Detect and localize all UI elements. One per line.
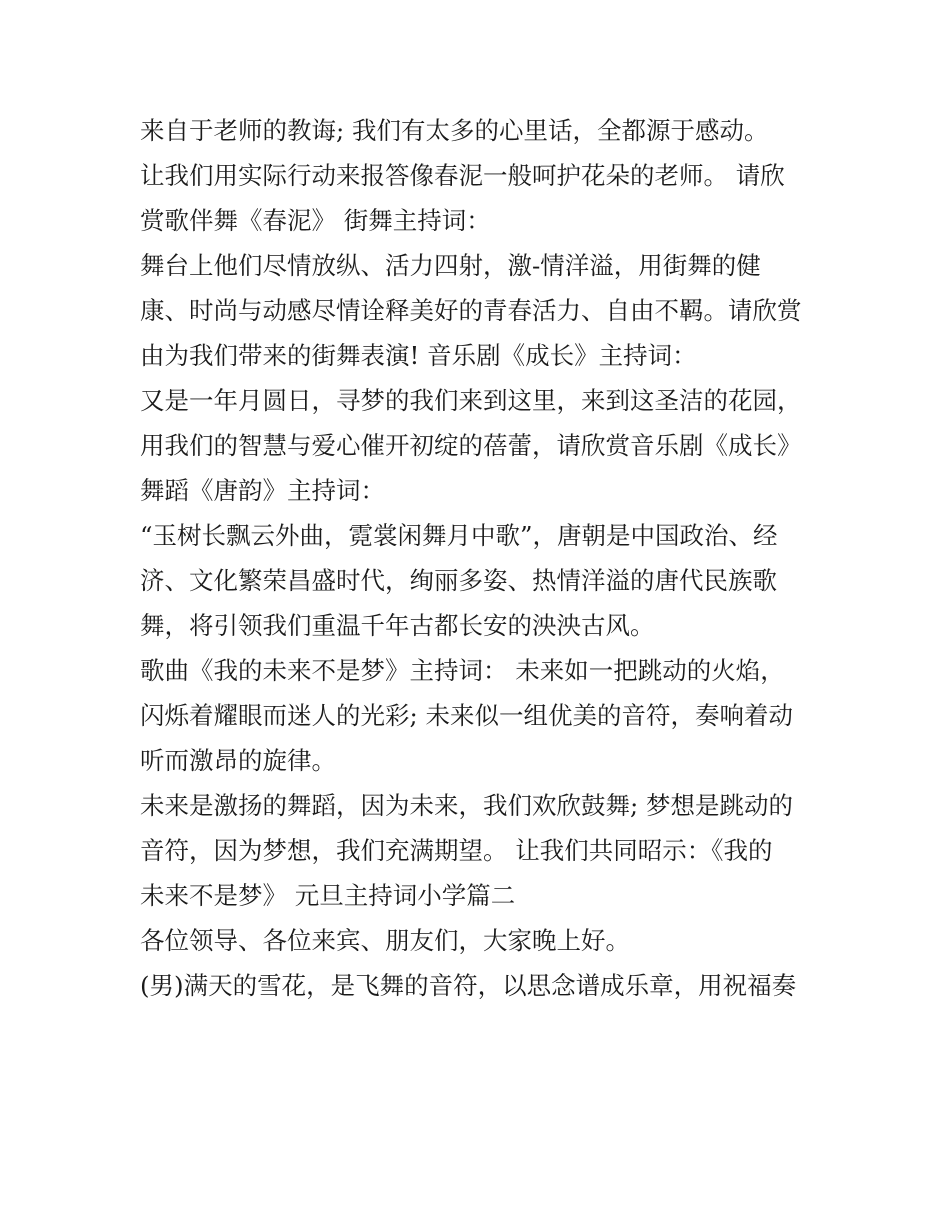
text-line: 闪烁着耀眼而迷人的光彩; 未来似一组优美的音符，奏响着动	[140, 701, 794, 730]
text-line: 又是一年月圆日，寻梦的我们来到这里，来到这圣洁的花园，	[140, 386, 802, 415]
text-line: 舞，将引领我们重温千年古都长安的泱泱古风。	[140, 611, 655, 640]
text-line: 济、文化繁荣昌盛时代，绚丽多姿、热情洋溢的唐代民族歌	[140, 566, 777, 595]
text-line: 舞台上他们尽情放纵、活力四射，激-情洋溢，用街舞的健	[140, 251, 761, 280]
text-line: 赏歌伴舞《春泥》 街舞主持词：	[140, 206, 491, 235]
text-line: 听而激昂的旋律。	[140, 746, 336, 775]
text-line: 歌曲《我的未来不是梦》主持词： 未来如一把跳动的火焰，	[140, 656, 785, 685]
text-line: 未来是激扬的舞蹈，因为未来，我们欢欣鼓舞; 梦想是跳动的	[140, 791, 794, 820]
text-line: 让我们用实际行动来报答像春泥一般呵护花朵的老师。 请欣	[140, 161, 785, 190]
text-line: 未来不是梦》 元旦主持词小学篇二	[140, 881, 516, 910]
text-line: 用我们的智慧与爱心催开初绽的蓓蕾，请欣赏音乐剧《成长》	[140, 431, 802, 460]
text-line: 舞蹈《唐韵》主持词：	[140, 476, 385, 505]
text-line: 来自于老师的教诲; 我们有太多的心里话，全都源于感动。	[140, 116, 769, 145]
text-line: 康、时尚与动感尽情诠释美好的青春活力、自由不羁。请欣赏	[140, 296, 802, 325]
text-line: 各位领导、各位来宾、朋友们，大家晚上好。	[140, 926, 630, 955]
document-text-body	[140, 108, 820, 1008]
text-line: “玉树长飘云外曲，霓裳闲舞月中歌”，唐朝是中国政治、经	[140, 521, 778, 550]
text-line: 由为我们带来的街舞表演! 音乐剧《成长》主持词：	[140, 341, 697, 370]
text-line: (男)满天的雪花，是飞舞的音符，以思念谱成乐章，用祝福奏	[140, 971, 797, 1000]
text-line: 音符，因为梦想，我们充满期望。 让我们共同昭示：《我的	[140, 836, 773, 865]
